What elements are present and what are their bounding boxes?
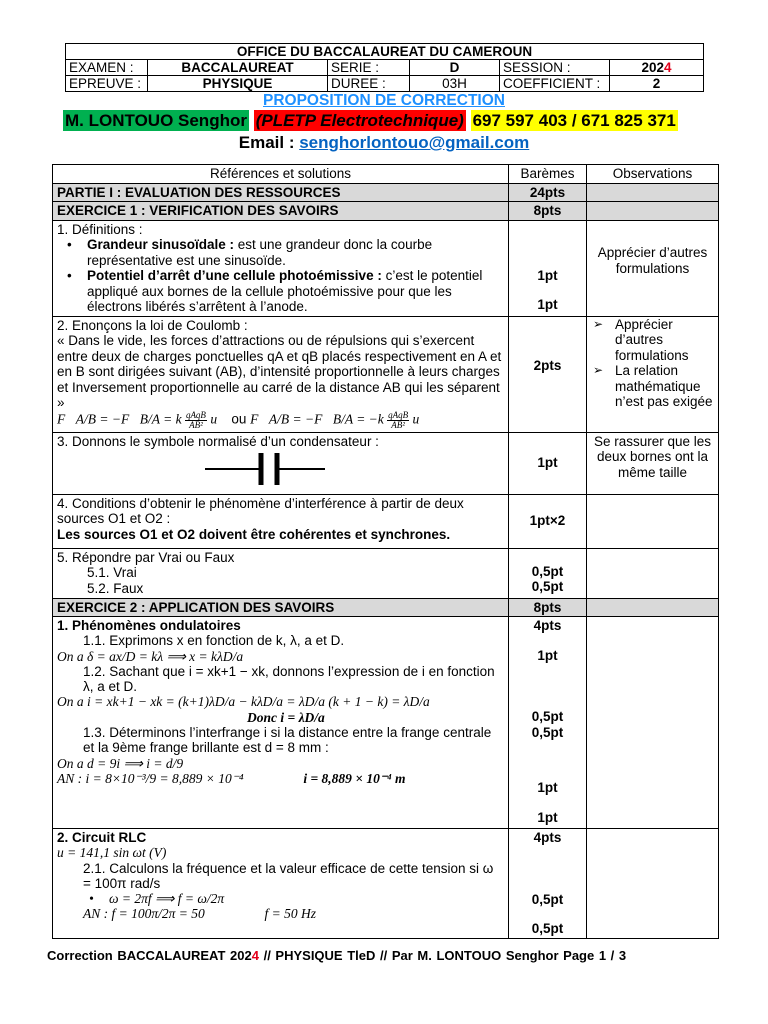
partie1-row (53, 183, 719, 202)
q2-obs-2: ➢ La relation mathématique n’est pas exigée (589, 363, 716, 410)
ex2-title: EXERCICE 2 : APPLICATION DES SAVOIRS (53, 598, 509, 617)
partie1-pts: 24pts (509, 183, 587, 202)
q1-obs: Apprécier d’autres formulations (587, 220, 719, 316)
ex2-pts: 8pts (509, 598, 587, 617)
q2-pts: 2pts (509, 316, 587, 432)
q1-pts-1: 1pt (537, 267, 558, 283)
email-line (0, 133, 768, 153)
page-footer: Correction BACCALAUREAT 2024 // PHYSIQUE TleD // Par M. LONTOUO Senghor Page 1 / 3 (47, 948, 627, 963)
q2-text: « Dans le vide, les forces d’attractions ou de répulsions qui s’exercent entre deux de charges ponctuelles qA et qB placés respectivement en A et en B sont dirigées suivant (AB), d’intensité proportionnelle à leurs charges et Inversement proportionnelle au carré de la distance AB qui les séparent » (57, 333, 502, 410)
partie1-title: PARTIE I : EVALUATION DES RESSOURCES (53, 183, 509, 202)
q1-pts-2: 1pt (537, 297, 558, 312)
q2-obs-1: ➢ Apprécier d’autres formulations (589, 317, 716, 364)
document-title: PROPOSITION DE CORRECTION (263, 92, 505, 109)
q13-calc: On a d = 9i ⟹ i = d/9 (57, 755, 184, 771)
q11-calc: On a δ = ax/D = kλ ⟹ x = kλD/a (57, 648, 244, 664)
q11-pts: 1pt (537, 647, 558, 663)
q2-obs-list (589, 317, 716, 410)
ex2-p2-pts: 4pts (533, 830, 562, 845)
q3-pts: 1pt (509, 432, 587, 494)
q3-row (53, 432, 719, 494)
serie-value: D (410, 60, 500, 76)
ex2-p1-pts: 4pts (533, 618, 562, 633)
q52-pts: 0,5pt (531, 579, 564, 594)
col-header-refs: Références et solutions (53, 165, 509, 184)
q21-text: 2.1. Calculons la fréquence et la valeur efficace de cette tension si ω = 100π rad/s (83, 860, 494, 891)
coefficient-value: 2 (610, 76, 704, 92)
q2-row (53, 316, 719, 432)
examen-label: EXAMEN : (66, 60, 148, 76)
author-name: M. LONTOUO Senghor (65, 111, 247, 130)
q4-title: 4. Conditions d’obtenir le phénomène d’interférence à partir de deux sources O1 et O2 : (57, 495, 464, 526)
q4-answer: Les sources O1 et O2 doivent être cohérentes et synchrones. (57, 526, 451, 542)
epreuve-value: PHYSIQUE (148, 76, 328, 92)
author-role: (PLETP Electrotechnique) (255, 111, 464, 130)
author-line (63, 110, 678, 132)
duree-value: 03H (410, 76, 500, 92)
q5-row (53, 548, 719, 598)
q4-pts: 1pt×2 (509, 494, 587, 548)
q52-answer: 5.2. Faux (87, 580, 144, 596)
q3-title: 3. Donnons le symbole normalisé d’un condensateur : (57, 433, 379, 449)
ex1-row (53, 202, 719, 221)
examen-value: BACCALAUREAT (148, 60, 328, 76)
ex2-part2-row (53, 829, 719, 939)
session-value: 2024 (610, 60, 704, 76)
q1a-item: • Grandeur sinusoïdale : est une grandeur donc la courbe représentative est une sinusoïde. (57, 237, 504, 268)
q2-formula: F⃗A/B = −F⃗B/A = k $\frac{\text{qAqB}}{\text{AB²}}$ u⃗ ou F⃗A/B = −F⃗B/A = −k $\frac{\text{qAqB}}{\text{AB²}}$ u⃗ (57, 409, 430, 430)
q13-an: AN : i = 8×10⁻³/9 = 8,889 × 10⁻⁴ i = 8,889 × 10⁻⁴ m (57, 770, 406, 786)
session-label: SESSION : (500, 60, 610, 76)
email-label: Email : (238, 133, 295, 152)
correction-table (52, 164, 719, 939)
q21-pts-1: 0,5pt (531, 891, 564, 907)
p2-equation: u = 141,1 sin ωt (V) (57, 845, 167, 861)
ex1-pts: 8pts (509, 202, 587, 221)
q51-pts: 0,5pt (531, 563, 564, 579)
office-title: OFFICE DU BACCALAUREAT DU CAMEROUN (66, 44, 704, 60)
q11-text: 1.1. Exprimons x en fonction de k, λ, a et D. (83, 633, 345, 649)
q12-text: 1.2. Sachant que i = xk+1 − xk, donnons l’expression de i en fonction λ, a et D. (83, 663, 495, 695)
author-phones: 697 597 403 / 671 825 371 (472, 111, 676, 130)
q5-title: 5. Répondre par Vrai ou Faux (57, 549, 235, 565)
exam-header-table (65, 43, 704, 92)
q3-obs: Se rassurer que les deux bornes ont la même taille (587, 432, 719, 494)
q51-answer: 5.1. Vrai (87, 565, 137, 580)
ex2-part1-row (53, 617, 719, 829)
q1-row (53, 220, 719, 316)
q21-an: AN : f = 100π/2π = 50 f = 50 Hz (83, 906, 317, 922)
q12-calc: On a i = xk+1 − xk = (k+1)λD/a − kλD/a = λD/a (k + 1 − k) = λD/a (57, 694, 430, 710)
q13-text: 1.3. Déterminons l’interfrange i si la distance entre la frange centrale et la 9ème frange brillante est d = 8 mm : (83, 725, 492, 756)
q1-title: 1. Définitions : (57, 221, 143, 237)
q13-pts-1: 1pt (537, 780, 558, 795)
column-headers (53, 165, 719, 184)
coefficient-label: COEFFICIENT : (500, 76, 610, 92)
q12-donc: Donc i = λD/a (247, 709, 325, 725)
q4-row (53, 494, 719, 548)
email-link[interactable]: senghorlontouo@gmail.com (299, 133, 530, 152)
col-header-baremes: Barèmes (509, 165, 587, 184)
q21-pts-2: 0,5pt (531, 921, 564, 936)
ex1-title: EXERCICE 1 : VERIFICATION DES SAVOIRS (53, 202, 509, 221)
serie-label: SERIE : (328, 60, 410, 76)
q12-pts-2: 0,5pt (531, 724, 564, 740)
q12-pts-1: 0,5pt (531, 709, 564, 724)
q13-pts-2: 1pt (537, 809, 558, 825)
ex2-row (53, 598, 719, 617)
col-header-obs: Observations (587, 165, 719, 184)
capacitor-symbol-icon (205, 449, 345, 489)
epreuve-label: EPREUVE : (66, 76, 148, 92)
ex2-p2-title: 2. Circuit RLC (57, 830, 147, 845)
ex2-p1-title: 1. Phénomènes ondulatoires (57, 618, 241, 633)
q21-calc: • ω = 2πf ⟹ f = ω/2π (79, 891, 504, 906)
q2-title: 2. Enonçons la loi de Coulomb : (57, 317, 248, 333)
duree-label: DUREE : (328, 76, 410, 92)
q1b-item: • Potentiel d’arrêt d’une cellule photoémissive : c’est le potentiel appliqué aux bornes de la cellule photoémissive pour que les électrons libérés s’arrêtent à l’anode. (57, 268, 504, 315)
